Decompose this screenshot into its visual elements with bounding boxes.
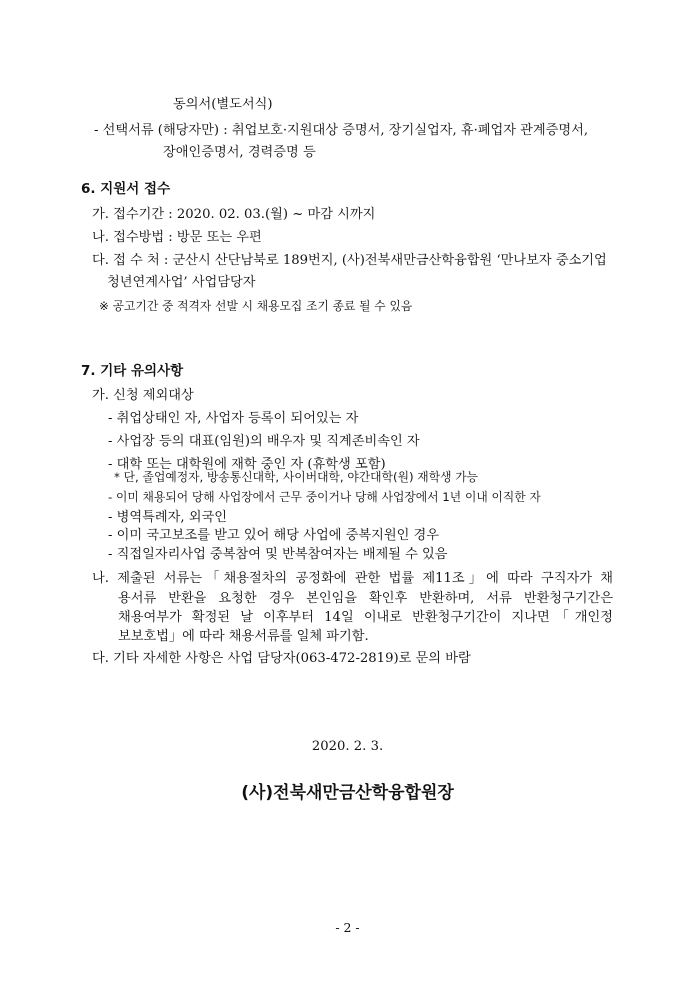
consent-form-line: 동의서(별도서식) [173, 97, 273, 112]
exclusion-item: - 취업상태인 자, 사업자 등록이 되어있는 자 [108, 411, 359, 426]
application-method: 나. 접수방법 : 방문 또는 우편 [92, 230, 262, 245]
section-7-heading: 7. 기타 유의사항 [81, 363, 184, 379]
optional-docs-line-2: 장애인증명서, 경력증명 등 [163, 145, 316, 160]
exclusion-item: - 대학 또는 대학원에 재학 중인 자 (휴학생 포함) [108, 457, 386, 472]
exclusion-item: - 이미 채용되어 당해 사업장에서 근무 중이거나 당해 사업장에서 1년 이내 이직한 자 [108, 490, 541, 504]
contact-line: 다. 기타 자세한 사항은 사업 담당자(063-472-2819)로 문의 바람 [92, 651, 471, 666]
application-place-line-1: 다. 접 수 처 : 군산시 산단남북로 189번지, (사)전북새만금산학융합원 ‘만나보자 중소기업 [92, 253, 607, 268]
announcement-date: 2020. 2. 3. [311, 739, 384, 754]
page-number: - 2 - [335, 920, 360, 935]
application-period: 가. 접수기간 : 2020. 02. 03.(월) ~ 마감 시까지 [92, 207, 376, 222]
exclusion-item: - 이미 국고보조를 받고 있어 해당 사업에 중복지원인 경우 [108, 528, 439, 543]
exclusion-note: * 단, 졸업예정자, 방송통신대학, 사이버대학, 야간대학(원) 재학생 가능 [114, 470, 479, 484]
document-return-line-4: 보보호법」에 따라 채용서류를 일체 파기함. [118, 629, 369, 644]
document-return-line-1: 나. 제출된 서류는「채용절차의 공정화에 관한 법률 제11조」에 따라 구직자가 채 [92, 571, 613, 586]
early-close-note: ※ 공고기간 중 적격자 선발 시 채용모집 조기 종료 될 수 있음 [99, 299, 413, 313]
exclusion-title: 가. 신청 제외대상 [92, 388, 194, 403]
organization-name: (사)전북새만금산학융합원장 [241, 783, 454, 803]
exclusion-item: - 직접일자리사업 중복참여 및 반복참여자는 배제될 수 있음 [108, 547, 448, 562]
exclusion-item: - 병역특례자, 외국인 [108, 510, 227, 525]
application-place-line-2: 청년연계사업’ 사업담당자 [107, 275, 256, 290]
document-return-line-2: 용서류 반환을 요청한 경우 본인임을 확인후 반환하며, 서류 반환청구기간은 [118, 591, 613, 606]
section-6-heading: 6. 지원서 접수 [81, 181, 171, 197]
document-return-line-3: 채용여부가 확정된 날 이후부터 14일 이내로 반환청구기간이 지나면「개인정 [118, 610, 613, 625]
optional-docs-line-1: - 선택서류 (해당자만) : 취업보호·지원대상 증명서, 장기실업자, 휴·폐업자 관계증명서, [94, 123, 589, 138]
exclusion-item: - 사업장 등의 대표(임원)의 배우자 및 직계존비속인 자 [108, 434, 420, 449]
